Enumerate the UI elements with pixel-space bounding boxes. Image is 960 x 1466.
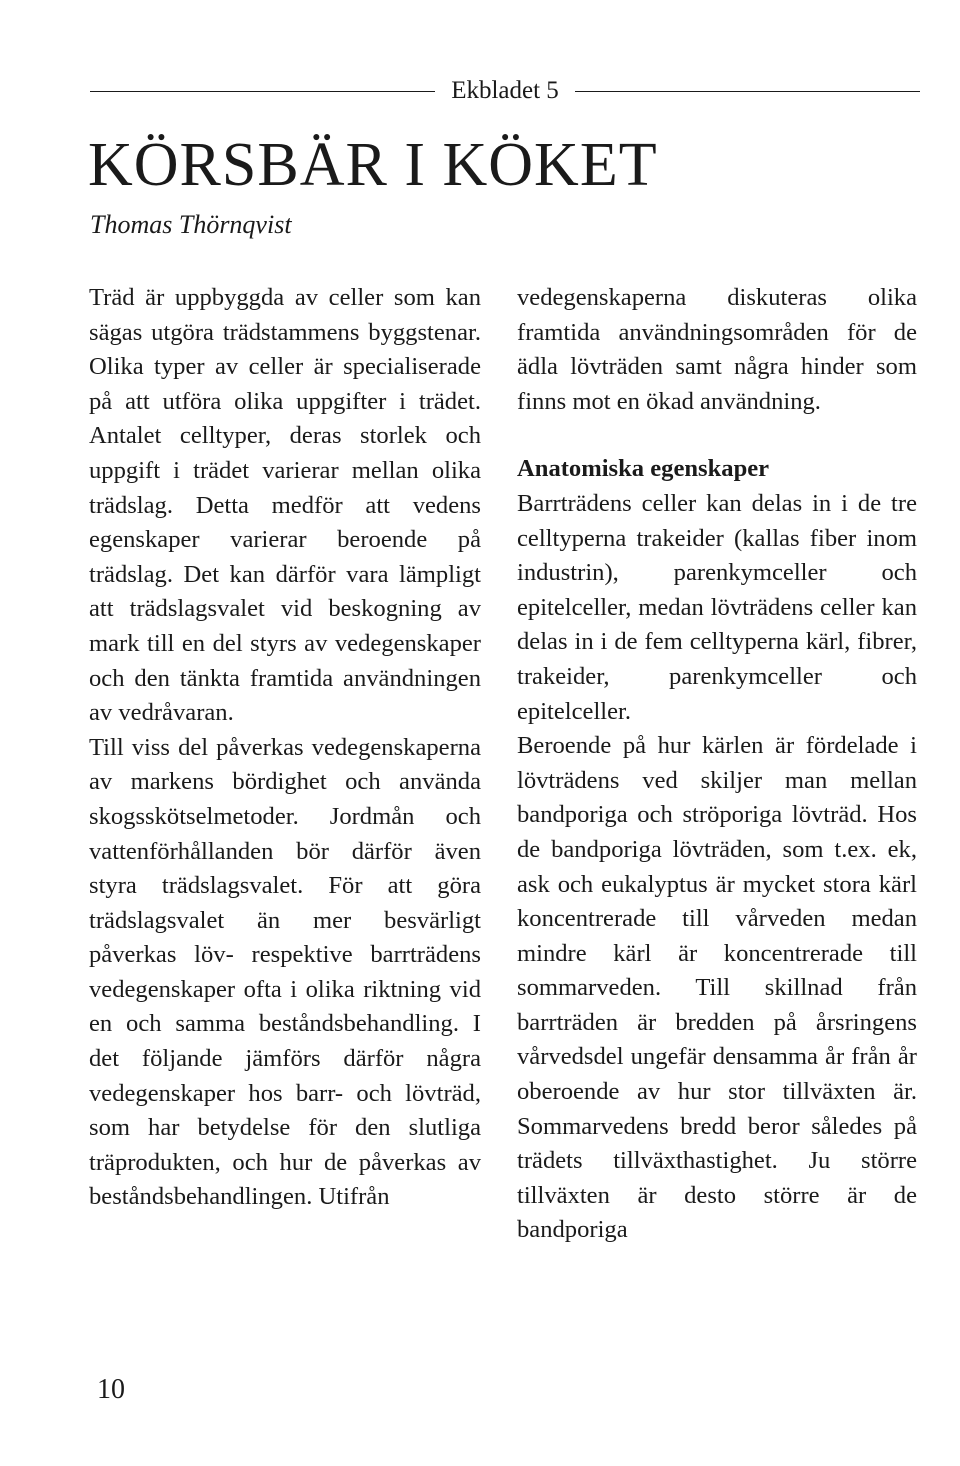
body-paragraph-2: Till viss del påverkas vedegenskaperna av markens bördighet och använda skogsskötselmetoder. Jordmån och vattenförhållanden bör därför även styra trädslagsvalet. För att göra trädslagsvalet än mer besvärligt påverkas löv- respektive barrträdens vedegenskaper ofta i olika riktning vid en och samma beståndsbehandling. I det följande jämförs därför några vedegenskaper hos barr- och lövträd, som har betydelse för den slutliga träprodukten, och hur de påverkas av beståndsbehandlingen. Utifrån — [89, 733, 481, 1211]
publication-title: Ekbladet 5 — [451, 77, 559, 104]
article-title: KÖRSBÄR I KÖKET — [88, 131, 658, 199]
header-rule-left — [90, 91, 435, 92]
header-rule-right — [575, 91, 920, 92]
body-paragraph-5: Beroende på hur kärlen är fördelade i lövträdens ved skiljer man mellan bandporiga och ströporiga lövträd. Hos de bandporiga lövträden, som t.ex. ek, ask och eukalyptus är mycket stora kärl koncentrerade till vårveden medan mindre kärl är koncentrerade till sommarveden. Till skillnad från barrträden är bredden på årsringens vårvedsdel ungefär densamma år från år oberoende av hur stor tillväxten är. Sommarvedens bredd beror således på trädets tillväxthastighet. Ju större tillväxten är desto större är de bandporiga — [517, 732, 917, 1244]
body-paragraph-4: Barrträdens celler kan delas in i de tre celltyperna trakeider (kallas fiber inom industrin), parenkymceller och epitelceller, medan lövträdens celler kan delas in i de fem celltyperna kärl, fibrer, trakeider, parenkymceller och epitelceller. — [517, 489, 917, 725]
article-author: Thomas Thörnqvist — [90, 210, 292, 239]
body-paragraph-3: vedegenskaperna diskuteras olika framtida användningsområden för de ädla lövträden samt några hinder som finns mot en ökad användning. — [517, 284, 917, 415]
page-number: 10 — [97, 1374, 125, 1405]
body-paragraph-1: Träd är uppbyggda av celler som kan sägas utgöra trädstammens byggstenar. Olika typer av celler är specialiserade på att utföra olika uppgifter i trädet. Antalet celltyper, deras storlek och uppgift i trädet varierar mellan olika trädslag. Detta medför att vedens egenskaper varierar beroende på trädslag. Det kan därför vara lämpligt att trädslagsvalet vid beskogning av mark till en del styrs av vedegenskaper och den tänkta framtida användningen av vedråvaran. — [89, 284, 481, 727]
section-heading: Anatomiska egenskaper — [517, 455, 770, 483]
left-column — [89, 281, 481, 1215]
right-column — [517, 281, 917, 1248]
running-header — [90, 76, 920, 106]
